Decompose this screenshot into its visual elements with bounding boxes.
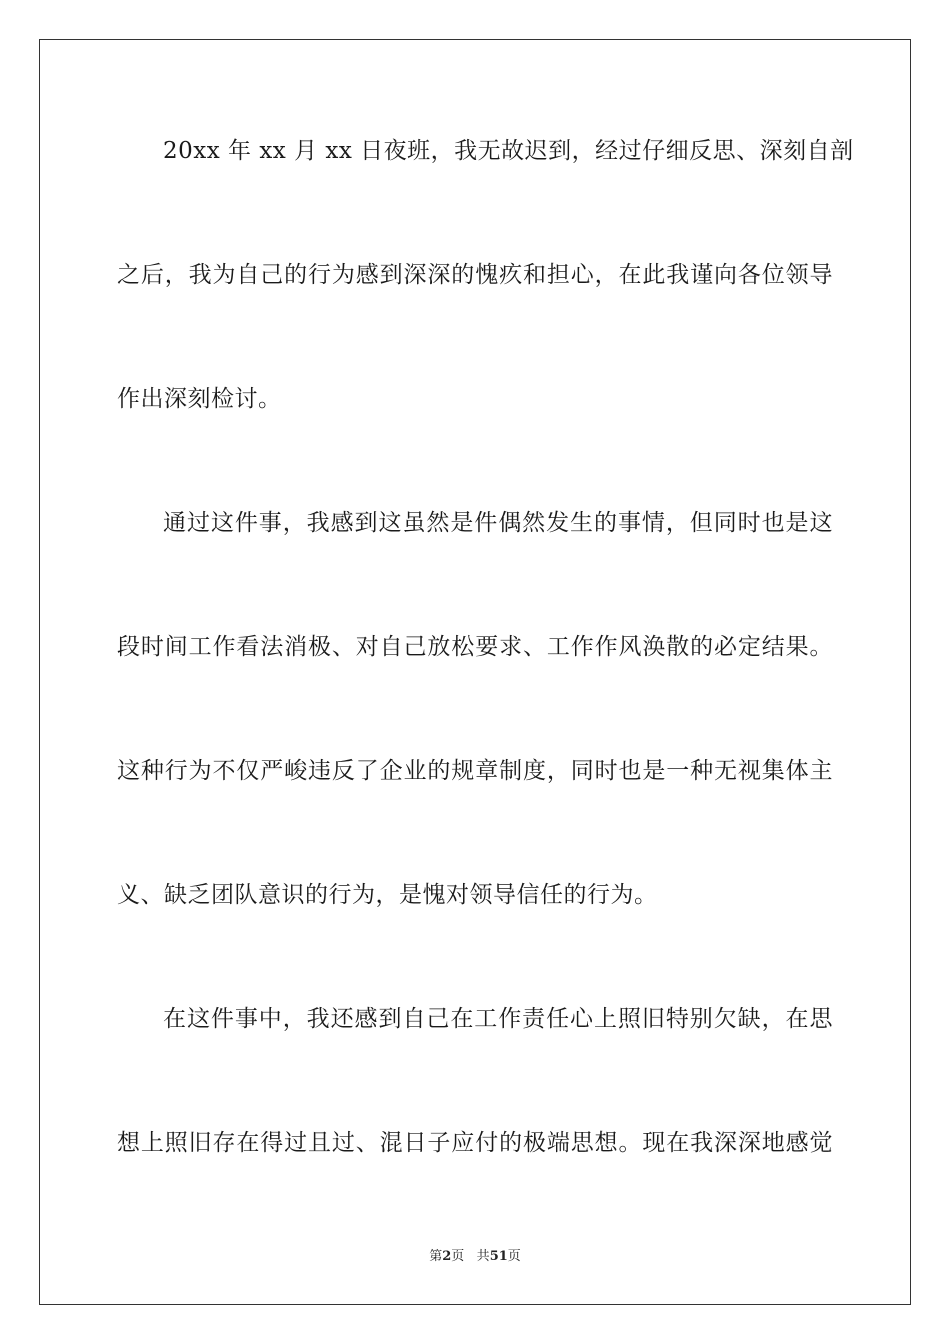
text-line: 作出深刻检讨。: [117, 386, 282, 412]
text-line: 之后，我为自己的行为感到深深的愧疚和担心，在此我谨向各位领导: [117, 262, 833, 288]
text-line: 在这件事中，我还感到自己在工作责任心上照旧特别欠缺，在思: [163, 1006, 833, 1032]
page-number: 2: [442, 1249, 452, 1264]
total-prefix: 共: [476, 1249, 490, 1264]
page-suffix: 页: [451, 1249, 465, 1264]
total-pages: 51: [489, 1249, 508, 1264]
text-line: 义、缺乏团队意识的行为，是愧对领导信任的行为。: [117, 882, 658, 908]
text-line: 这种行为不仅严峻违反了企业的规章制度，同时也是一种无视集体主: [117, 758, 833, 784]
text-line: 想上照旧存在得过且过、混日子应付的极端思想。现在我深深地感觉: [117, 1130, 833, 1156]
text-line: 20xx 年 xx 月 xx 日夜班，我无故迟到，经过仔细反思、深刻自剖: [163, 138, 854, 164]
page-prefix: 第: [429, 1249, 443, 1264]
total-suffix: 页: [507, 1249, 521, 1264]
page-border: [39, 39, 911, 1305]
text-line: 段时间工作看法消极、对自己放松要求、工作作风涣散的必定结果。: [117, 634, 833, 660]
text-line: 通过这件事，我感到这虽然是件偶然发生的事情，但同时也是这: [163, 510, 833, 536]
page-footer: [0, 1248, 950, 1266]
